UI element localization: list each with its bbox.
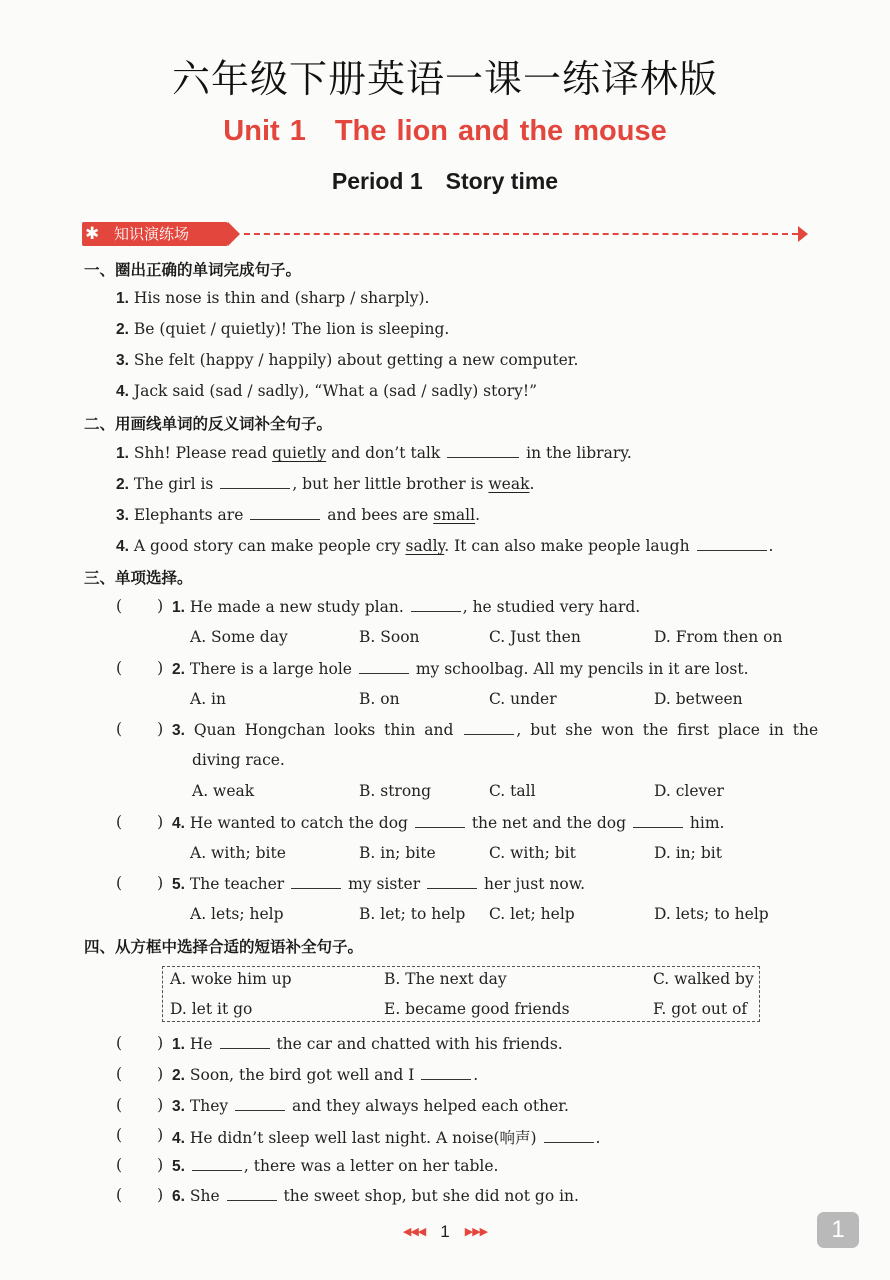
phrase-e: E. became good friends	[384, 1000, 570, 1018]
phrase-b: B. The next day	[384, 970, 507, 988]
option-a[interactable]: A. Some day	[190, 628, 288, 646]
answer-blank[interactable]	[220, 474, 290, 489]
answer-blank[interactable]	[633, 813, 683, 828]
answer-paren[interactable]: ( )	[116, 1065, 164, 1083]
list-item: 2. The girl is , but her little brother is weak.	[116, 475, 535, 493]
answer-blank[interactable]	[427, 874, 477, 889]
answer-blank[interactable]	[421, 1065, 471, 1080]
unit-title: Unit 1 The lion and the mouse	[223, 115, 667, 147]
phrase-d: D. let it go	[170, 1000, 253, 1018]
option-d[interactable]: D. clever	[654, 782, 724, 800]
option-b[interactable]: B. Soon	[359, 628, 420, 646]
section-banner	[82, 220, 808, 248]
question: 4. He didn’t sleep well last night. A noise(响声) .	[172, 1129, 601, 1147]
answer-blank[interactable]	[415, 813, 465, 828]
option-d[interactable]: D. lets; to help	[654, 905, 769, 923]
option-a[interactable]: A. weak	[192, 782, 255, 800]
answer-blank[interactable]	[411, 597, 461, 612]
left-arrows-icon: ◀◀◀	[402, 1226, 426, 1238]
answer-paren[interactable]: ( )	[116, 1186, 164, 1204]
banner-label: 知识演练场	[114, 225, 190, 243]
answer-paren[interactable]: ( )	[116, 1034, 164, 1052]
question: 2. There is a large hole my schoolbag. All my pencils in it are lost.	[172, 660, 749, 678]
section-heading-3: 三、单项选择。	[84, 569, 193, 587]
list-item: 1. Shh! Please read quietly and don’t talk in the library.	[116, 444, 632, 462]
option-a[interactable]: A. in	[190, 690, 226, 708]
answer-paren[interactable]: ( )	[116, 1126, 164, 1144]
answer-paren[interactable]: ( )	[116, 1096, 164, 1114]
list-item: 3. Elephants are and bees are small.	[116, 506, 480, 524]
answer-paren[interactable]: ( )	[116, 597, 164, 615]
option-c[interactable]: C. Just then	[489, 628, 581, 646]
list-item: 1. His nose is thin and (sharp / sharply).	[116, 289, 430, 307]
question: 5. The teacher my sister her just now.	[172, 875, 586, 893]
answer-blank[interactable]	[464, 720, 514, 735]
answer-paren[interactable]: ( )	[116, 720, 164, 738]
option-d[interactable]: D. in; bit	[654, 844, 722, 862]
question: 6. She the sweet shop, but she did not go in.	[172, 1187, 579, 1205]
answer-blank[interactable]	[359, 659, 409, 674]
option-b[interactable]: B. on	[359, 690, 400, 708]
list-item: 2. Be (quiet / quietly)! The lion is sleeping.	[116, 320, 450, 338]
answer-blank[interactable]	[697, 536, 767, 551]
star-icon: ✱	[85, 224, 100, 244]
answer-blank[interactable]	[447, 443, 519, 458]
question: 4. He wanted to catch the dog the net and the dog him.	[172, 814, 725, 832]
answer-blank[interactable]	[291, 874, 341, 889]
arrow-right-icon	[798, 226, 808, 242]
option-c[interactable]: C. let; help	[489, 905, 575, 923]
answer-blank[interactable]	[235, 1096, 285, 1111]
question: 5. , there was a letter on her table.	[172, 1157, 499, 1175]
answer-blank[interactable]	[250, 505, 320, 520]
list-item: 4. A good story can make people cry sadly. It can also make people laugh .	[116, 537, 774, 555]
question: 1. He the car and chatted with his friends.	[172, 1035, 563, 1053]
section-heading-4: 四、从方框中选择合适的短语补全句子。	[84, 938, 364, 956]
answer-blank[interactable]	[544, 1128, 594, 1143]
question: 1. He made a new study plan. , he studied very hard.	[172, 598, 641, 616]
page-badge[interactable]: 1	[817, 1212, 859, 1248]
phrase-f: F. got out of	[653, 1000, 748, 1018]
page-footer	[0, 1222, 890, 1242]
option-b[interactable]: B. in; bite	[359, 844, 436, 862]
phrase-a: A. woke him up	[170, 970, 292, 988]
option-b[interactable]: B. let; to help	[359, 905, 466, 923]
option-d[interactable]: D. From then on	[654, 628, 783, 646]
option-d[interactable]: D. between	[654, 690, 743, 708]
question: 3. Quan Hongchan looks thin and , but she won the first place in the	[172, 721, 819, 739]
answer-blank[interactable]	[192, 1156, 242, 1171]
option-c[interactable]: C. with; bit	[489, 844, 576, 862]
option-a[interactable]: A. lets; help	[190, 905, 284, 923]
list-item: 3. She felt (happy / happily) about getting a new computer.	[116, 351, 579, 369]
answer-paren[interactable]: ( )	[116, 874, 164, 892]
period-title: Period 1 Story time	[331, 168, 559, 194]
section-heading-1: 一、圈出正确的单词完成句子。	[84, 261, 302, 279]
option-c[interactable]: C. under	[489, 690, 557, 708]
page-number: 1	[440, 1222, 450, 1241]
option-b[interactable]: B. strong	[359, 782, 432, 800]
phrase-c: C. walked by	[653, 970, 754, 988]
page-title: 六年级下册英语一课一练译林版	[171, 57, 718, 101]
banner-dashed-line	[244, 233, 798, 235]
section-heading-2: 二、用画线单词的反义词补全句子。	[84, 415, 333, 433]
option-c[interactable]: C. tall	[489, 782, 536, 800]
option-a[interactable]: A. with; bite	[190, 844, 286, 862]
right-arrows-icon: ▶▶▶	[464, 1226, 488, 1238]
list-item: 4. Jack said (sad / sadly), “What a (sad / sadly) story!”	[116, 382, 538, 400]
question: 3. They and they always helped each other.	[172, 1097, 569, 1115]
banner-tag	[82, 222, 228, 246]
question: 2. Soon, the bird got well and I .	[172, 1066, 479, 1084]
answer-paren[interactable]: ( )	[116, 659, 164, 677]
answer-paren[interactable]: ( )	[116, 1156, 164, 1174]
answer-blank[interactable]	[227, 1186, 277, 1201]
answer-blank[interactable]	[220, 1034, 270, 1049]
question-continued: diving race.	[192, 751, 285, 769]
answer-paren[interactable]: ( )	[116, 813, 164, 831]
